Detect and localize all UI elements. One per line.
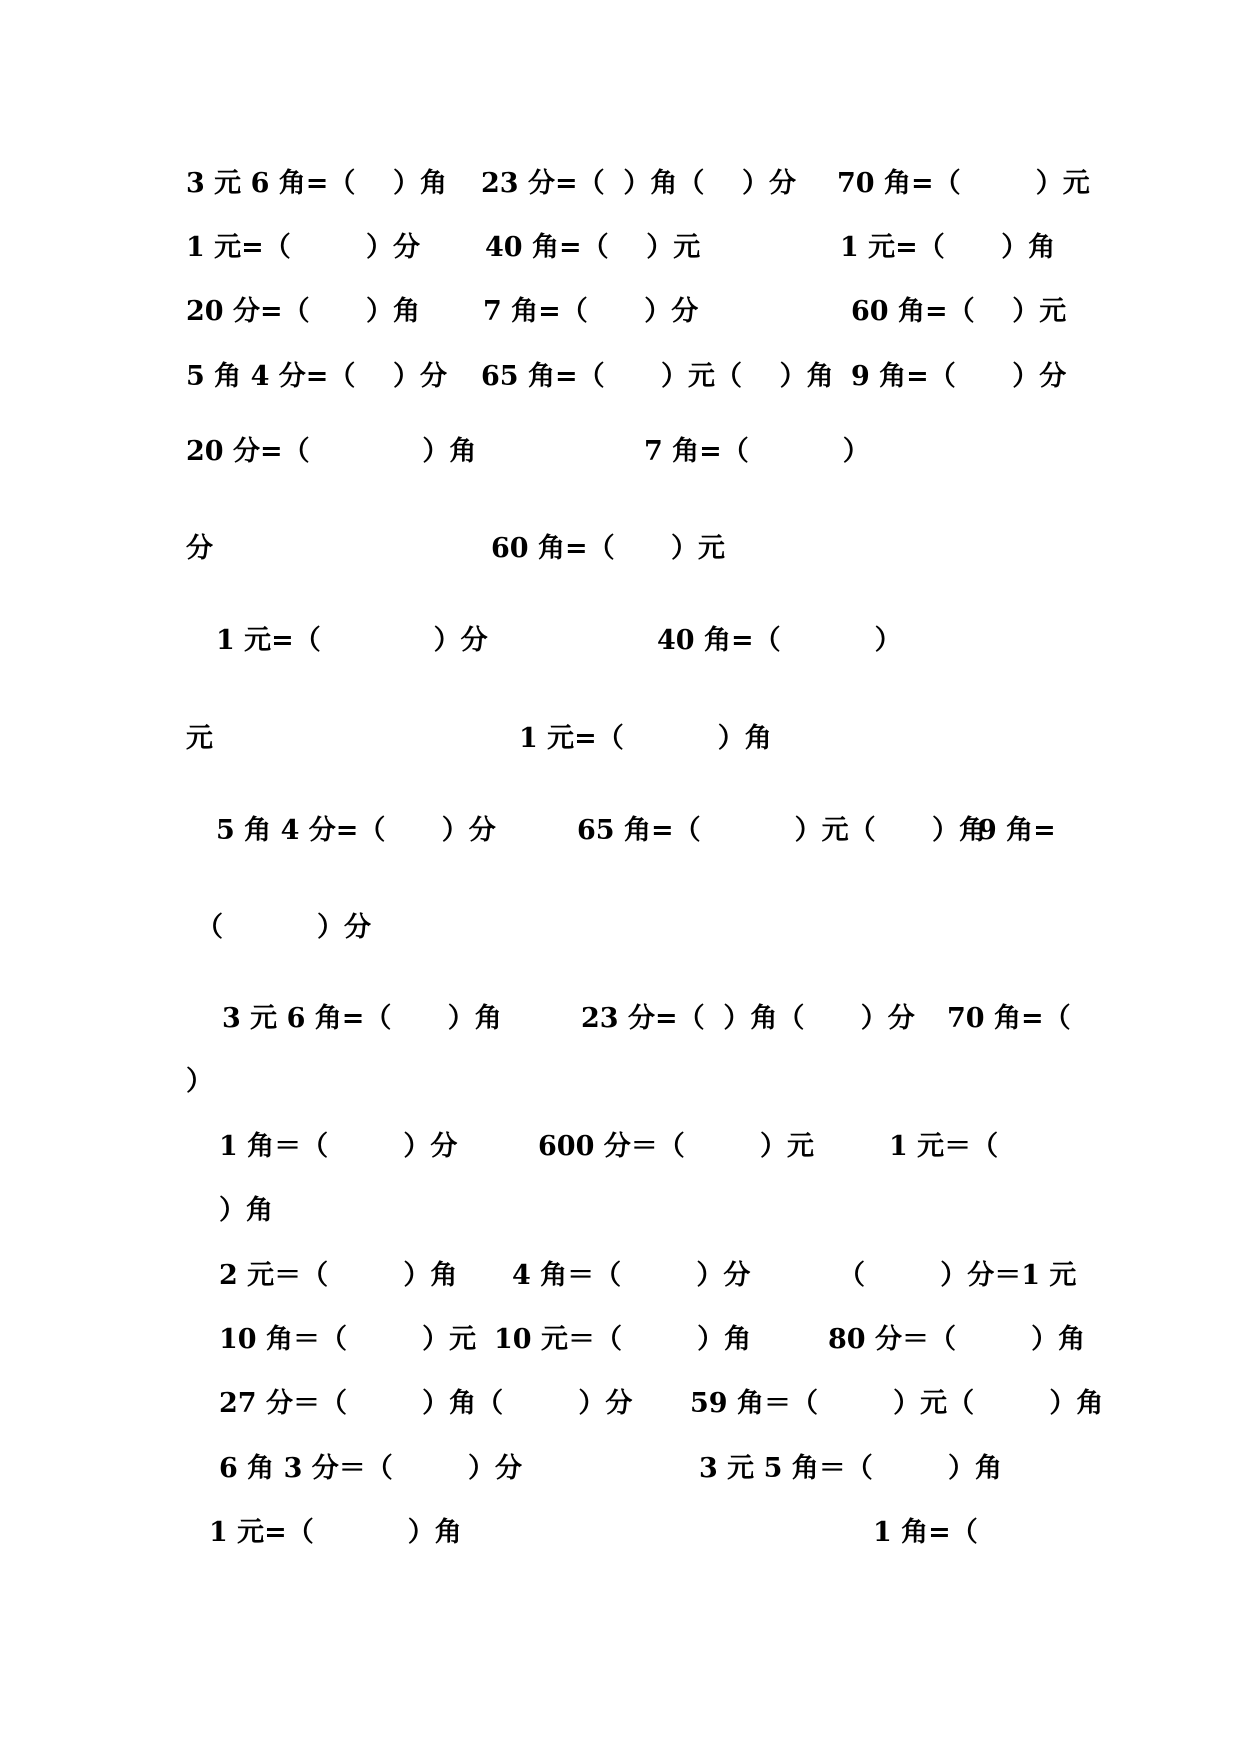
problem-item: 9 角= xyxy=(978,815,1056,846)
problem-item: 65 角=（ ）元（ ）角 xyxy=(577,815,986,846)
problem-item: 40 角=（ ）元 xyxy=(485,232,701,263)
problem-item: 70 角=（ xyxy=(947,1003,1071,1034)
problem-item: 65 角=（ ）元（ ）角 xyxy=(481,361,834,392)
problem-item: 7 角=（ ） xyxy=(644,436,870,467)
problem-item: 40 角=（ ） xyxy=(657,625,902,656)
problem-item: 元 xyxy=(186,723,213,754)
problem-item: 10 角＝（ ）元 xyxy=(219,1324,477,1355)
problem-item: 60 角=（ ）元 xyxy=(491,533,725,564)
problem-item: 7 角=（ ）分 xyxy=(483,296,699,327)
problem-item: 1 元=（ ）分 xyxy=(186,232,421,263)
problem-item: 27 分＝（ ）角（ ）分 xyxy=(219,1388,633,1419)
problem-item: 23 分=（ ）角（ ）分 xyxy=(581,1003,915,1034)
problem-item: 4 角＝（ ）分 xyxy=(512,1260,751,1291)
problem-item: 3 元 6 角=（ ）角 xyxy=(186,168,447,199)
problem-item: 59 角＝（ ）元（ ）角 xyxy=(690,1388,1104,1419)
problem-item: 2 元＝（ ）角 xyxy=(219,1260,458,1291)
problem-item: 80 分＝（ ）角 xyxy=(828,1324,1086,1355)
problem-item: 600 分＝（ ）元 xyxy=(538,1131,814,1162)
problem-item: 1 元=（ ）角 xyxy=(209,1517,462,1548)
problem-item: 10 元＝（ ）角 xyxy=(494,1324,752,1355)
problem-item: 1 元=（ ）角 xyxy=(840,232,1056,263)
problem-item: 20 分=（ ）角 xyxy=(186,296,420,327)
problem-item: 20 分=（ ）角 xyxy=(186,436,477,467)
problem-item: 1 元=（ ）角 xyxy=(519,723,772,754)
problem-item: （ ）分＝1 元 xyxy=(838,1260,1077,1291)
problem-item: （ ）分 xyxy=(196,912,371,943)
problem-item: 1 元＝（ xyxy=(889,1131,999,1162)
problem-item: 6 角 3 分＝（ ）分 xyxy=(219,1453,522,1484)
problem-item: 5 角 4 分=（ ）分 xyxy=(186,361,447,392)
problem-item: 1 角＝（ ）分 xyxy=(219,1131,458,1162)
problem-item: 70 角=（ ）元 xyxy=(837,168,1090,199)
problem-item: 5 角 4 分=（ ）分 xyxy=(216,815,496,846)
problem-item: 3 元 6 角=（ ）角 xyxy=(222,1003,502,1034)
problem-item: ） xyxy=(186,1066,213,1097)
problem-item: 60 角=（ ）元 xyxy=(851,296,1067,327)
problem-item: 3 元 5 角＝（ ）角 xyxy=(699,1453,1002,1484)
problem-item: 9 角=（ ）分 xyxy=(851,361,1067,392)
problem-item: 分 xyxy=(186,533,213,564)
problem-item: ）角 xyxy=(219,1195,273,1226)
problem-item: 1 元=（ ）分 xyxy=(216,625,488,656)
problem-item: 1 角=（ xyxy=(873,1517,978,1548)
problem-item: 23 分=（ ）角（ ）分 xyxy=(481,168,796,199)
